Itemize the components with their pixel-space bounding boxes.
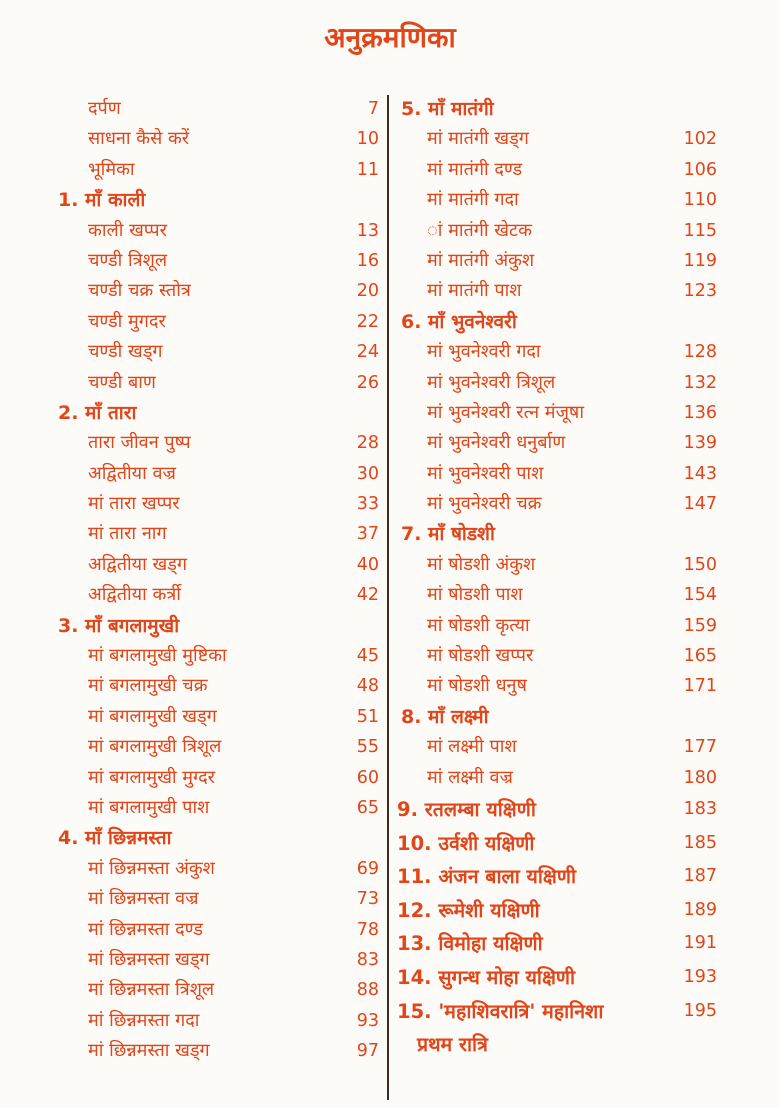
toc-entry-title: 1. माँ काली (58, 189, 146, 212)
toc-entry (389, 641, 780, 671)
toc-entry-title: मां षोडशी कृत्या (427, 614, 530, 636)
toc-page-number: 106 (683, 159, 717, 180)
toc-page-number: 132 (683, 372, 717, 393)
toc-entry-title: मां बगलामुखी खड्ग (88, 705, 217, 727)
toc-page-number: 7 (367, 99, 379, 119)
toc-entry (389, 927, 780, 961)
toc-entry (0, 1036, 387, 1066)
toc-entry-title: 15. 'महाशिवरात्रि' महानिशा (397, 999, 604, 1023)
toc-page-number: 110 (683, 190, 717, 211)
toc-entry (389, 894, 780, 928)
toc-entry-title: 9. रतलम्बा यक्षिणी (397, 797, 536, 821)
toc-entry-title: तारा जीवन पुष्प (88, 432, 191, 454)
toc-page-number: 154 (683, 585, 717, 606)
toc-page-number: 73 (356, 889, 379, 910)
toc-entry (389, 763, 780, 793)
toc-entry-title: 13. विमोहा यक्षिणी (397, 932, 543, 956)
toc-entry (389, 550, 780, 580)
toc-page-number: 20 (356, 281, 379, 302)
toc-entry-title: 14. सुगन्ध मोहा यक्षिणी (397, 965, 576, 989)
toc-entry (0, 368, 387, 398)
toc-entry-title: मां षोडशी अंकुश (427, 553, 536, 575)
toc-entry (0, 702, 387, 732)
toc-page-number: 22 (356, 311, 379, 332)
toc-entry-title: 8. माँ लक्ष्मी (401, 705, 489, 728)
left-column (0, 94, 387, 1067)
toc-entry-title: भूमिका (88, 158, 135, 180)
toc-page-number: 33 (356, 494, 379, 515)
toc-entry (389, 671, 780, 701)
toc-entry (389, 827, 780, 861)
toc-page-number: 26 (356, 372, 379, 393)
toc-entry (0, 763, 387, 793)
toc-page-number: 165 (683, 646, 717, 667)
toc-entry (0, 428, 387, 458)
toc-entry (0, 641, 387, 671)
toc-section-heading (389, 94, 780, 124)
toc-page-number: 136 (683, 402, 717, 423)
toc-page-number: 45 (356, 646, 379, 667)
toc-entry (389, 580, 780, 610)
toc-entry-title: 12. रूमेशी यक्षिणी (397, 898, 540, 922)
toc-page-number: 10 (356, 129, 379, 150)
toc-page-number: 69 (356, 858, 379, 879)
toc-page-number: 78 (356, 919, 379, 940)
toc-entry (0, 155, 387, 185)
toc-entry (389, 246, 780, 276)
toc-page-number: 180 (683, 767, 717, 788)
toc-entry-title: प्रथम रात्रि (417, 1033, 488, 1057)
toc-entry (0, 884, 387, 914)
toc-entry-title: 11. अंजन बाला यक्षिणी (397, 865, 577, 889)
toc-entry (389, 732, 780, 762)
toc-entry-title: अद्वितीया कर्त्री (88, 584, 181, 606)
toc-section-heading (389, 307, 780, 337)
toc-entry-title: मां तारा नाग (88, 523, 167, 545)
toc-page-number: 189 (683, 899, 717, 920)
toc-page-number: 193 (683, 966, 717, 987)
toc-entry-title: मां छिन्नमस्ता गदा (88, 1009, 200, 1031)
toc-page-number: 171 (683, 676, 717, 697)
toc-entry-title: मां लक्ष्मी वज्र (427, 766, 513, 788)
toc-entry-title: काली खप्पर (88, 219, 167, 241)
toc-entry-title: चण्डी बाण (88, 371, 156, 393)
toc-page-number: 65 (356, 797, 379, 818)
toc-entry-title: अद्वितीया खड्ग (88, 553, 187, 575)
toc-page-number: 115 (683, 220, 717, 241)
toc-page-number: 102 (683, 129, 717, 150)
toc-page-number: 24 (356, 342, 379, 363)
toc-entry (389, 124, 780, 154)
toc-entry-title: मां षोडशी खप्पर (427, 645, 534, 667)
toc-page-number: 183 (683, 798, 717, 819)
toc-entry-title: मां भुवनेश्वरी त्रिशूल (427, 371, 556, 393)
toc-section-heading (0, 185, 387, 215)
toc-page-number: 55 (356, 737, 379, 758)
toc-page-number: 88 (356, 980, 379, 1001)
toc-page-number: 97 (356, 1041, 379, 1062)
toc-entry-title: अद्वितीया वज्र (88, 462, 176, 484)
toc-page-number: 48 (356, 676, 379, 697)
toc-entry-title: चण्डी त्रिशूल (88, 249, 168, 271)
toc-entry (389, 459, 780, 489)
toc-entry (0, 246, 387, 276)
toc-entry (0, 94, 387, 124)
toc-entry (0, 276, 387, 306)
toc-entry (0, 915, 387, 945)
toc-page-number: 195 (683, 1000, 717, 1021)
toc-entry-title: चण्डी चक्र स्तोत्र (88, 280, 191, 302)
toc-entry-title: मां मातंगी दण्ड (427, 158, 523, 180)
toc-section-heading (389, 519, 780, 549)
toc-entry-title: मां मातंगी खड्ग (427, 128, 529, 150)
toc-entry-title: 7. माँ षोडशी (401, 523, 495, 546)
toc-entry (389, 185, 780, 215)
toc-entry (389, 793, 780, 827)
toc-section-heading (0, 611, 387, 641)
toc-entry (0, 975, 387, 1005)
toc-entry (0, 124, 387, 154)
toc-entry (0, 519, 387, 549)
toc-page-number: 191 (683, 933, 717, 954)
toc-entry-title: मां भुवनेश्वरी गदा (427, 341, 541, 363)
toc-section-heading (0, 398, 387, 428)
toc-entry-title: 3. माँ बगलामुखी (58, 614, 180, 637)
page-title: अनुक्रमणिका (324, 21, 456, 54)
toc-page-number: 28 (356, 433, 379, 454)
toc-entry (0, 580, 387, 610)
toc-entry (389, 398, 780, 428)
toc-entry-title: चण्डी मुगदर (88, 310, 166, 332)
toc-entry (389, 276, 780, 306)
toc-page-number: 177 (683, 737, 717, 758)
toc-entry-title: मां बगलामुखी पाश (88, 796, 210, 818)
toc-page-number: 93 (356, 1010, 379, 1031)
toc-entry-title: ां मातंगी खेटक (427, 219, 532, 241)
toc-entry-title: मां छिन्नमस्ता त्रिशूल (88, 979, 215, 1001)
toc-page-number: 13 (356, 220, 379, 241)
right-column (389, 94, 780, 1062)
toc-page-number: 147 (683, 494, 717, 515)
toc-entry-title: मां छिन्नमस्ता दण्ड (88, 918, 203, 940)
toc-entry-title: दर्पण (88, 98, 121, 119)
toc-entry (0, 550, 387, 580)
toc-entry-title: मां षोडशी धनुष (427, 675, 527, 697)
toc-section-heading (389, 702, 780, 732)
toc-entry-title: चण्डी खड्ग (88, 341, 163, 363)
toc-entry (389, 1028, 780, 1062)
toc-page-number: 51 (356, 706, 379, 727)
toc-entry (0, 793, 387, 823)
toc-entry (0, 854, 387, 884)
toc-entry (0, 337, 387, 367)
toc-entry-title: 6. माँ भुवनेश्वरी (401, 310, 517, 333)
toc-page-number: 187 (683, 866, 717, 887)
toc-entry-title: 5. माँ मातंगी (401, 98, 494, 120)
toc-page-number: 128 (683, 342, 717, 363)
toc-page-number: 143 (683, 463, 717, 484)
toc-page-number: 42 (356, 585, 379, 606)
toc-entry-title: मां छिन्नमस्ता खड्ग (88, 1040, 210, 1062)
toc-page-number: 83 (356, 949, 379, 970)
toc-page-number: 11 (356, 159, 379, 180)
toc-page-number: 119 (683, 250, 717, 271)
toc-entry (389, 995, 780, 1029)
toc-entry-title: मां छिन्नमस्ता वज्र (88, 888, 199, 910)
toc-entry (389, 428, 780, 458)
toc-entry-title: साधना कैसे करें (88, 128, 190, 150)
toc-page-number: 30 (356, 463, 379, 484)
toc-entry-title: 4. माँ छिन्नमस्ता (58, 827, 172, 850)
toc-entry-title: मां छिन्नमस्ता अंकुश (88, 857, 215, 879)
toc-entry (0, 1006, 387, 1036)
toc-entry-title: मां मातंगी गदा (427, 189, 519, 211)
toc-entry-title: मां बगलामुखी मुष्टिका (88, 645, 227, 667)
toc-section-heading (0, 823, 387, 853)
toc-entry-title: मां मातंगी अंकुश (427, 249, 535, 271)
toc-page-number: 123 (683, 281, 717, 302)
toc-entry (0, 489, 387, 519)
toc-entry (389, 216, 780, 246)
toc-page-number: 185 (683, 832, 717, 853)
toc-entry-title: मां भुवनेश्वरी रत्न मंजूषा (427, 401, 584, 423)
toc-entry-title: मां षोडशी पाश (427, 584, 523, 606)
toc-entry-title: मां बगलामुखी चक्र (88, 675, 208, 697)
toc-page-number: 139 (683, 433, 717, 454)
toc-entry-title: मां मातंगी पाश (427, 280, 522, 302)
toc-entry (0, 945, 387, 975)
toc-page-number: 150 (683, 554, 717, 575)
toc-entry-title: 2. माँ तारा (58, 401, 137, 424)
toc-entry-title: 10. उर्वशी यक्षिणी (397, 831, 535, 855)
toc-entry-title: मां लक्ष्मी पाश (427, 736, 517, 758)
toc-entry-title: मां भुवनेश्वरी चक्र (427, 493, 542, 515)
toc-entry (389, 368, 780, 398)
toc-page-number: 40 (356, 554, 379, 575)
toc-entry-title: मां बगलामुखी मुग्दर (88, 766, 216, 788)
toc-entry (0, 671, 387, 701)
toc-entry (0, 459, 387, 489)
toc-entry (389, 489, 780, 519)
toc-entry (389, 155, 780, 185)
toc-entry (0, 216, 387, 246)
toc-entry (0, 732, 387, 762)
toc-page-number: 37 (356, 524, 379, 545)
toc-page-number: 159 (683, 615, 717, 636)
toc-entry-title: मां बगलामुखी त्रिशूल (88, 736, 222, 758)
toc-entry-title: मां भुवनेश्वरी पाश (427, 462, 544, 484)
toc-entry (0, 307, 387, 337)
toc-entry-title: मां छिन्नमस्ता खड्ग (88, 948, 210, 970)
toc-entry-title: मां भुवनेश्वरी धनुर्बाण (427, 432, 566, 454)
toc-entry (389, 961, 780, 995)
toc-entry (389, 611, 780, 641)
toc-page-number: 60 (356, 767, 379, 788)
toc-page-number: 16 (356, 250, 379, 271)
toc-entry (389, 860, 780, 894)
toc-entry-title: मां तारा खप्पर (88, 493, 180, 515)
toc-entry (389, 337, 780, 367)
